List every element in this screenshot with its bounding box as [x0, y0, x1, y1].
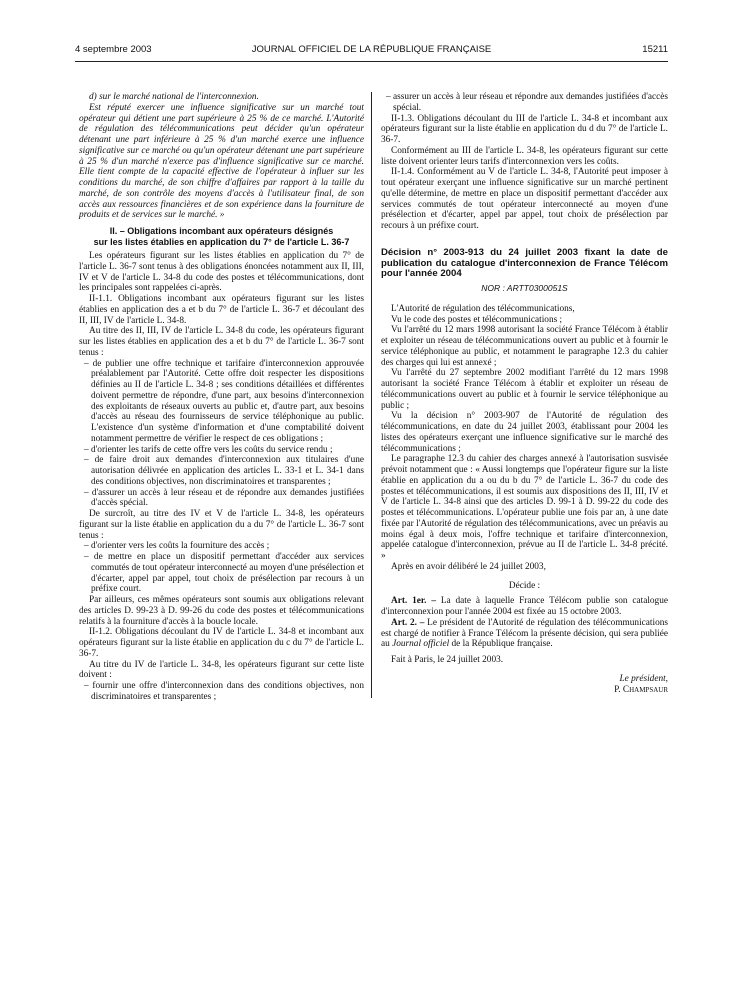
paragraph: II-1.1. Obligations incombant aux opérateurs figurant sur les listes établies en application des a et b du 7° de l'article L. 36-7 et découlant des II, III, IV de l'article L. 34-8.	[79, 294, 364, 326]
section-heading	[79, 226, 364, 247]
list-item: – assurer un accès à leur réseau et répondre aux demandes justifiées d'accès spécial.	[386, 92, 668, 113]
paragraph: II-1.2. Obligations découlant du IV de l'article L. 34-8 et incombant aux opérateurs figurant sur la liste établie en application du c du 7° de l'article L. 36-7.	[79, 627, 364, 659]
article-2-label: Art. 2. –	[391, 617, 425, 628]
nor-reference: NOR : ARTT0300051S	[481, 283, 568, 294]
paragraph: Au titre des II, III, IV de l'article L. 34-8 du code, les opérateurs figurant sur les listes établies en application des a et b du 7° de l'article L. 36-7 sont tenus :	[79, 326, 364, 358]
article-1-label: Art. 1er. –	[391, 596, 436, 607]
article-1	[381, 596, 668, 618]
article-2	[381, 618, 668, 650]
visa-paragraph: Le paragraphe 12.3 du cahier des charges annexé à l'autorisation susvisée prévoit notamment que : « Aussi longtemps que l'opérateur figure sur la liste établie en application du a ou du b du 7° de l'article L. 36-7 du code des postes et télécommunications, il est soumis aux dispositions des II, III, IV et V de l'article L. 34-8 ainsi que des articles D. 99-1 à D. 99-22 du code des postes et télécommunications. L'opérateur publie une fois par an, à une date fixée par l'Autorité de régulation des télécommunications, avec un préavis au moins égal à deux mois, l'offre technique et tarifaire d'interconnexion, appelée catalogue d'interconnexion, prévue au II de l'article L. 34-8 précité. »	[381, 454, 668, 562]
paragraph-intro: Est réputé exercer une influence significative sur un marché tout opérateur qui détient une part supérieure à 25 % de ce marché. L'Autorité de régulation des télécommunications peut décider qu'un opérateur détenant une part inférieure à 25 % d'un marché exerce une influence significative sur ce marché ou qu'un opérateur détenant une part supérieure à 25 % d'un marché n'exerce pas d'influence significative sur ce marché. Elle tient compte de la capacité effective de l'opérateur à influer sur les conditions du marché, de son chiffre d'affaires par rapport à la taille du marché, de son contrôle des moyens d'accès à l'utilisateur final, de son accès aux ressources financières et de son expérience dans la fourniture de produits et de services sur le marché. »	[79, 102, 364, 221]
visa-paragraph: L'Autorité de régulation des télécommunications,	[391, 303, 575, 314]
paragraph: Conformément au III de l'article L. 34-8, les opérateurs figurant sur cette liste doivent orienter leurs tarifs d'interconnexion vers les coûts.	[381, 145, 668, 167]
list-item: – d'assurer un accès à leur réseau et de répondre aux demandes justifiées d'accès spécial.	[84, 487, 364, 509]
paragraph: Les opérateurs figurant sur les listes établies en application du 7° de l'article L. 36-7 sont tenus à des obligations énoncées notamment aux II, III, IV et V de l'article L. 34-8 du code des postes et télécommunications, dont les principales sont rappelées ci-après.	[79, 251, 364, 294]
header-page-number: 15211	[642, 44, 668, 55]
page-header	[75, 44, 668, 58]
visa-paragraph: Vu la décision n° 2003-907 de l'Autorité de régulation des télécommunications, en date du 24 juillet 2003, établissant pour 2004 les listes des opérateurs exerçant une influence significative sur le marché des télécommunications ;	[381, 411, 668, 454]
column-divider	[371, 92, 372, 698]
header-rule	[75, 61, 668, 62]
header-title: JOURNAL OFFICIEL DE LA RÉPUBLIQUE FRANÇAISE	[251, 44, 492, 55]
visa-paragraph: Vu l'arrêté du 27 septembre 2002 modifiant l'arrêté du 12 mars 1998 autorisant la société France Télécom à établir et exploiter un réseau de télécommunications ouvert au public et à fournir le service téléphonique au public ;	[381, 368, 668, 411]
signature-name: P. Champsaur	[614, 684, 668, 695]
list-item: – de mettre en place un dispositif permettant d'accéder aux services commutés de tout opérateur interconnecté au moyen d'une présélection et d'écarter, appel par appel, tout choix de présélection par recours à un préfixe court.	[84, 552, 364, 595]
paragraph: Au titre du IV de l'article L. 34-8, les opérateurs figurant sur cette liste doivent :	[79, 659, 364, 681]
list-item: – fournir une offre d'interconnexion dans des conditions objectives, non discriminatoires et transparentes ;	[84, 681, 364, 702]
article-2-text-end: de la République française.	[449, 639, 553, 650]
section-heading-line-2: sur les listes établies en application du 7° de l'article L. 36-7	[93, 236, 350, 247]
header-date: 4 septembre 2003	[75, 44, 152, 55]
paragraph-d: d) sur le marché national de l'interconnexion.	[89, 92, 259, 102]
article-1-text: La date à laquelle France Télécom publie son catalogue d'interconnexion pour l'année 2004 est fixée au 15 octobre 2003.	[381, 596, 668, 618]
left-column	[79, 92, 364, 703]
journal-officiel: Journal officiel	[392, 639, 450, 650]
visa-paragraph: Vu l'arrêté du 12 mars 1998 autorisant la société France Télécom à établir et exploiter un réseau de télécommunications ouvert au public et à fournir le service téléphonique au public, et notamment le paragraphe 12.3 du cahier des charges qui lui est annexé ;	[381, 325, 668, 368]
list-item: – de publier une offre technique et tarifaire d'interconnexion approuvée préalablement par l'Autorité. Cette offre doit respecter les dispositions définies au II de l'article L. 34-8 ; ses conditions détaillées et différentes doivent permettre de répondre, d'une part, aux besoins d'interconnexion des exploitants de réseaux ouverts au public et, d'autre part, aux besoins d'accès au réseau des fournisseurs de service téléphonique au public. L'existence d'un système d'information et d'une comptabilité doivent notamment permettre de vérifier le respect de ces obligations ;	[84, 358, 364, 444]
list-item: – d'orienter vers les coûts la fourniture des accès ;	[84, 541, 270, 552]
paragraph: II-1.3. Obligations découlant du III de l'article L. 34-8 et incombant aux opérateurs figurant sur la liste établie en application du d du 7° de l'article L. 36-7.	[381, 113, 668, 145]
paragraph: De surcroît, au titre des IV et V de l'article L. 34-8, les opérateurs figurant sur la liste établie en application du a du 7° de l'article L. 36-7 sont tenus :	[79, 509, 364, 541]
list-item: – d'orienter les tarifs de cette offre vers les coûts du service rendu ;	[84, 444, 333, 455]
list-item: – de faire droit aux demandes d'interconnexion aux titulaires d'une autorisation délivrée en application des articles L. 33-1 et L. 34-1 dans des conditions objectives, non discriminatoires et transparentes ;	[84, 455, 364, 487]
decide-heading: Décide :	[508, 580, 541, 591]
visa-paragraph: Vu le code des postes et télécommunications ;	[391, 314, 563, 325]
right-column	[381, 92, 668, 695]
visa-paragraph: Après en avoir délibéré le 24 juillet 2003,	[391, 561, 546, 572]
signature-role: Le président,	[619, 673, 668, 684]
section-heading-line-1: II. – Obligations incombant aux opérateurs désignés	[109, 226, 334, 236]
article-2-text: Le président de l'Autorité de régulation des télécommunications est chargé de notifier à France Télécom la présente décision, qui sera publiée au	[381, 617, 668, 650]
paragraph: Par ailleurs, ces mêmes opérateurs sont soumis aux obligations relevant des articles D. 99-23 à D. 99-26 du code des postes et télécommunications relatifs à la fourniture d'accès à la boucle locale.	[79, 595, 364, 627]
paragraph: II-1.4. Conformément au V de l'article L. 34-8, l'Autorité peut imposer à tout opérateur exerçant une influence significative sur un marché pertinent qu'elle détermine, de mettre en place un dispositif permettant d'accéder aux services commutés de tout opérateur interconnecté au moyen d'une présélection et d'écarter, appel par appel, tout choix de présélection par recours à un préfixe court.	[381, 167, 668, 231]
signature-place-date: Fait à Paris, le 24 juillet 2003.	[391, 655, 504, 666]
decision-title: Décision n° 2003-913 du 24 juillet 2003 fixant la date de publication du catalogue d'interconnexion de France Télécom pour l'année 2004	[381, 246, 668, 280]
